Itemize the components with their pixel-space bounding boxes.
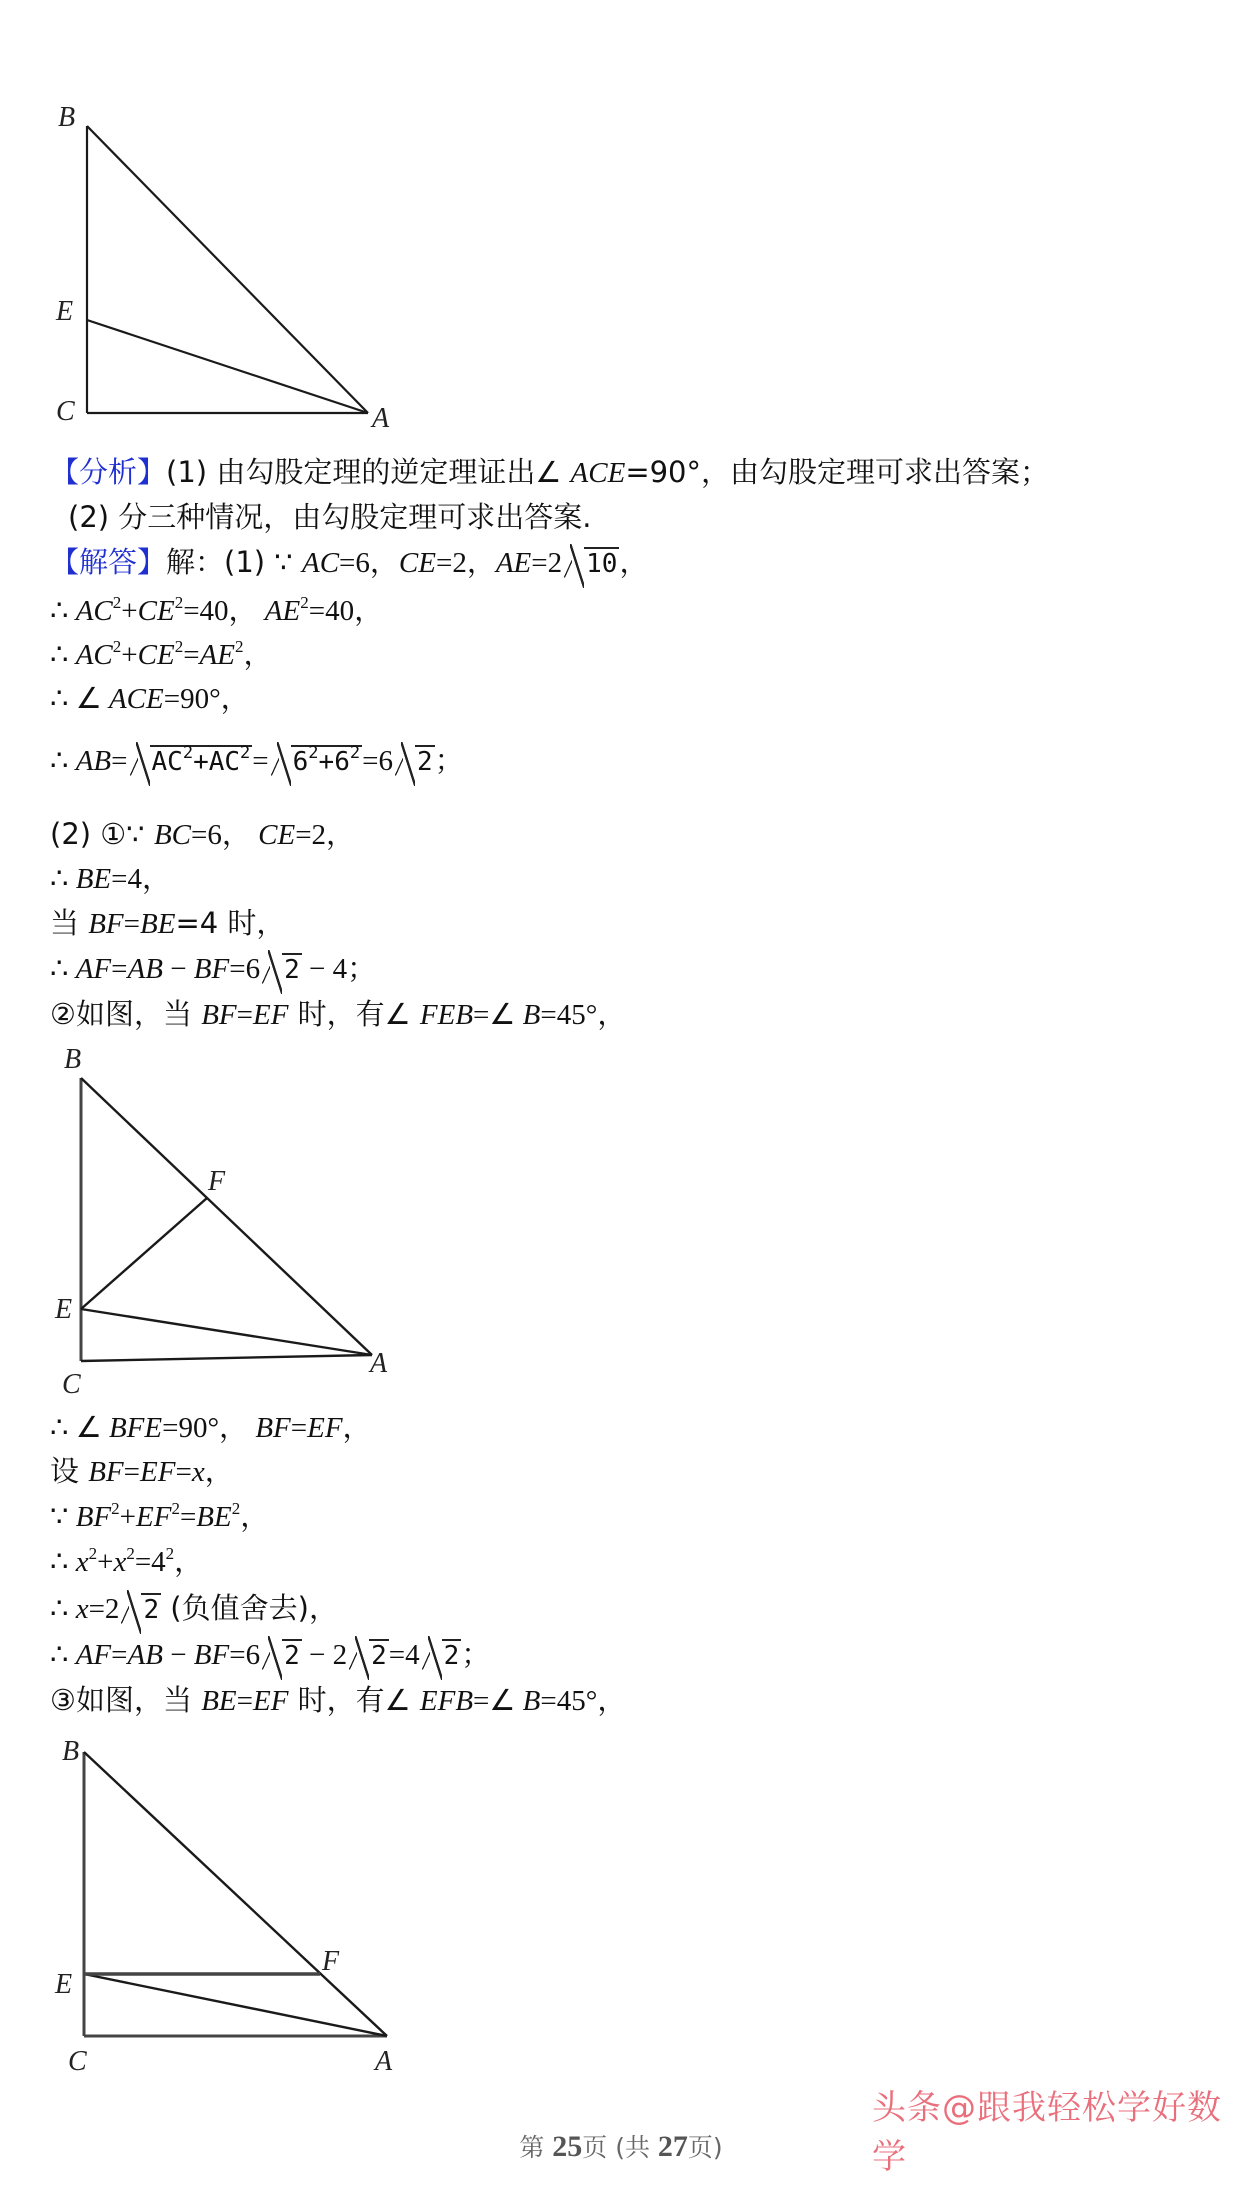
math-text: =90°， <box>163 683 250 715</box>
math-text: x <box>75 1546 89 1578</box>
math-text: + <box>97 1546 114 1578</box>
math-text: ACE <box>570 457 626 489</box>
math-text: ∴ ∠ <box>50 1412 109 1444</box>
math-text: =6， <box>339 547 399 579</box>
label-B: B <box>58 102 76 133</box>
math-text: =40， <box>183 595 265 627</box>
math-text: CE <box>137 595 175 627</box>
label-B: B <box>62 1736 80 1767</box>
math-text: (2) ①∵ <box>50 817 154 851</box>
math-text: 时，有∠ <box>288 1683 420 1717</box>
sqrt-expression <box>130 740 253 782</box>
math-text: = <box>179 1501 197 1533</box>
math-text: 时，有∠ <box>288 997 420 1031</box>
math-text: = <box>290 1412 308 1444</box>
math-text: = <box>236 1685 254 1717</box>
math-text: 6 <box>292 747 309 777</box>
total-pages: 27 <box>657 2130 688 2163</box>
math-text: ∴ <box>50 745 76 777</box>
math-text: ∴ <box>50 1639 76 1671</box>
solution-part2-line-6 <box>50 1407 372 1448</box>
math-text: x <box>75 1593 89 1625</box>
label-A: A <box>372 403 390 434</box>
superscript: 2 <box>165 1544 175 1563</box>
math-text: =45°， <box>540 999 627 1031</box>
sqrt-expression <box>422 1634 462 1676</box>
math-text: =4 <box>388 1639 420 1671</box>
math-text: =40， <box>308 595 384 627</box>
math-text: ， <box>204 1456 234 1488</box>
superscript: 2 <box>240 743 251 763</box>
math-text: ∴ <box>50 863 76 895</box>
superscript: 2 <box>174 637 184 656</box>
math-text: AE <box>199 639 235 671</box>
math-text: =2 <box>531 547 563 579</box>
math-text: = <box>111 953 128 985</box>
figure-2-labels <box>54 1044 388 1400</box>
math-text: ∴ <box>50 1593 76 1625</box>
current-page: 25 <box>552 2130 583 2163</box>
math-text: ②如图，当 <box>50 997 202 1031</box>
math-text: 2 <box>371 1641 387 1671</box>
sqrt-expression <box>349 1634 389 1676</box>
superscript: 2 <box>174 593 184 612</box>
label-E: E <box>55 1969 73 2000</box>
math-text: BE <box>196 1501 232 1533</box>
math-text: 2 <box>143 1595 160 1625</box>
math-text: BF <box>201 999 237 1031</box>
solution-line-5 <box>50 740 464 782</box>
math-text: =6 <box>362 745 393 777</box>
label-E: E <box>55 1294 73 1325</box>
math-text: − <box>162 1639 194 1671</box>
figure-1 <box>87 126 368 413</box>
math-text: =4 <box>134 1546 166 1578</box>
solution-part2-line-10 <box>50 1588 338 1630</box>
page-footer: 第 25页 (共 27页) <box>519 2130 723 2163</box>
sqrt-expression <box>262 1634 302 1676</box>
superscript: 2 <box>300 593 309 612</box>
math-text: AB <box>127 1639 163 1671</box>
math-text: BE <box>140 908 176 940</box>
math-text: EF <box>253 1685 289 1717</box>
figure-3 <box>84 1752 387 2036</box>
math-text: ∴ <box>50 953 76 985</box>
math-text: BC <box>153 819 192 851</box>
math-text: = <box>111 745 128 777</box>
math-text: CE <box>137 639 175 671</box>
math-text: x <box>113 1546 127 1578</box>
label-C: C <box>68 2046 87 2077</box>
math-text: BF <box>88 908 124 940</box>
solution-part2-line-8 <box>50 1496 269 1537</box>
math-text: =6， <box>191 819 259 851</box>
math-text: BF <box>193 1639 230 1671</box>
math-text: = <box>111 1639 128 1671</box>
superscript: 2 <box>112 637 122 656</box>
math-text: (1) 由勾股定理的逆定理证出∠ <box>166 455 571 489</box>
math-text: =6 <box>229 1639 261 1671</box>
superscript: 2 <box>171 1499 180 1518</box>
solution-part2-line-2 <box>50 858 171 899</box>
math-text: EF <box>253 999 289 1031</box>
math-text: ， <box>342 1412 372 1444</box>
math-text: (负值舍去)， <box>161 1591 338 1625</box>
math-text: EF <box>140 1456 176 1488</box>
analysis-line-2 <box>68 497 592 537</box>
math-text: AC <box>301 547 340 579</box>
math-text: BF <box>75 1501 112 1533</box>
math-text: + <box>121 639 138 671</box>
solution-line-1 <box>50 542 648 584</box>
math-text: +6 <box>318 747 350 777</box>
analysis-line-1 <box>50 452 1049 493</box>
math-text: BF <box>88 1456 124 1488</box>
math-text: AF <box>75 953 112 985</box>
solution-tag: 【解答】 <box>50 545 167 579</box>
math-text: AC <box>75 595 113 627</box>
math-text: ， <box>243 639 273 671</box>
math-text: (2) 分三种情况，由勾股定理可求出答案. <box>68 500 592 534</box>
math-text <box>150 745 253 777</box>
solution-part2-line-1 <box>50 814 355 855</box>
label-F: F <box>208 1166 226 1197</box>
math-text: ∴ <box>50 595 76 627</box>
math-text: =6 <box>229 953 261 985</box>
math-text: ∵ <box>50 1501 76 1533</box>
math-text: BF <box>255 1412 291 1444</box>
math-text: BE <box>201 1685 237 1717</box>
label-B: B <box>64 1044 82 1075</box>
solution-line-2 <box>50 590 383 631</box>
superscript: 2 <box>234 637 244 656</box>
superscript: 2 <box>112 593 122 612</box>
math-text: AE <box>495 547 532 579</box>
solution-part2-line-11 <box>50 1634 490 1676</box>
math-text: ， <box>240 1501 270 1533</box>
sqrt-expression <box>271 740 362 782</box>
math-text: 当 <box>50 906 89 940</box>
math-text: 2 <box>284 1641 300 1671</box>
watermark-text: 头条@跟我轻松学好数学 <box>872 2088 1222 2177</box>
solution-part2-line-3 <box>50 903 285 944</box>
math-text: =2， <box>295 819 356 851</box>
math-text: ， <box>619 547 649 579</box>
math-text: − 4； <box>301 953 377 985</box>
math-text: =2 <box>88 1593 120 1625</box>
math-text: = <box>236 999 254 1031</box>
math-text: + <box>119 1501 136 1533</box>
math-text: CE <box>258 819 296 851</box>
math-text: = <box>252 745 269 777</box>
label-E: E <box>56 296 74 327</box>
math-text: = <box>123 908 141 940</box>
math-text: ， <box>174 1546 204 1578</box>
superscript: 2 <box>308 743 319 763</box>
label-C: C <box>62 1369 81 1400</box>
math-text: 2 <box>443 1641 460 1671</box>
label-C: C <box>56 396 75 427</box>
math-text: = <box>175 1456 192 1488</box>
math-text: AB <box>127 953 163 985</box>
math-text: AB <box>75 745 112 777</box>
math-text: CE <box>398 547 436 579</box>
analysis-tag: 【分析】 <box>50 455 167 489</box>
math-text: BFE <box>108 1412 163 1444</box>
math-text: FEB <box>419 999 474 1031</box>
figure-2 <box>81 1078 372 1361</box>
label-A: A <box>375 2046 393 2077</box>
math-text <box>291 745 362 777</box>
math-text: +AC <box>193 747 241 777</box>
solution-part2-line-4 <box>50 948 376 990</box>
solution-part2-line-7 <box>50 1451 234 1492</box>
solution-part2-line-12 <box>50 1680 626 1721</box>
math-text: 2 <box>416 747 433 777</box>
math-text: ； <box>434 745 464 777</box>
math-text: AC <box>75 639 113 671</box>
math-text: AF <box>75 1639 112 1671</box>
label-A: A <box>370 1348 388 1379</box>
math-text: − 2 <box>301 1639 348 1671</box>
math-text: = <box>183 639 200 671</box>
superscript: 2 <box>182 743 194 763</box>
math-text: ∴ <box>50 1546 76 1578</box>
math-text: ∴ <box>50 639 76 671</box>
math-text: 设 <box>50 1454 89 1488</box>
superscript: 2 <box>88 1544 98 1563</box>
math-text: ； <box>461 1639 491 1671</box>
math-text: ③如图，当 <box>50 1683 202 1717</box>
math-text: AE <box>264 595 301 627</box>
math-text: BE <box>75 863 112 895</box>
math-text: EFB <box>419 1685 474 1717</box>
math-text: BF <box>193 953 230 985</box>
sqrt-expression <box>564 542 619 584</box>
math-text: EF <box>307 1412 343 1444</box>
solution-part2-line-5 <box>50 994 626 1035</box>
superscript: 2 <box>231 1499 241 1518</box>
solution-part2-line-9 <box>50 1541 203 1582</box>
math-text: B <box>522 999 541 1031</box>
math-text: =∠ <box>473 1685 523 1717</box>
sqrt-expression <box>395 740 435 782</box>
label-F: F <box>322 1946 340 1977</box>
math-text: ACE <box>108 683 164 715</box>
math-text: =90°，由勾股定理可求出答案； <box>625 455 1050 489</box>
math-text: ∴ ∠ <box>50 683 109 715</box>
math-text: =2， <box>435 547 496 579</box>
math-text: EF <box>136 1501 172 1533</box>
solution-line-4 <box>50 678 250 719</box>
math-text: =4 时， <box>175 906 286 940</box>
superscript: 2 <box>111 1499 120 1518</box>
math-text: B <box>522 1685 541 1717</box>
math-text: x <box>191 1456 205 1488</box>
math-text: 2 <box>284 955 300 985</box>
math-text: =45°， <box>540 1685 627 1717</box>
math-text: + <box>121 595 138 627</box>
math-text: 解：(1) ∵ <box>166 545 302 579</box>
solution-line-3 <box>50 634 273 675</box>
math-text: =∠ <box>473 999 523 1031</box>
math-text: AC <box>151 747 183 777</box>
superscript: 2 <box>126 1544 135 1563</box>
math-text: =90°， <box>162 1412 256 1444</box>
math-text: =4， <box>111 863 171 895</box>
math-text: 10 <box>586 549 618 579</box>
math-text: = <box>123 1456 141 1488</box>
superscript: 2 <box>349 743 361 763</box>
math-text: − <box>162 953 194 985</box>
sqrt-expression <box>262 948 302 990</box>
sqrt-expression <box>121 1588 161 1630</box>
